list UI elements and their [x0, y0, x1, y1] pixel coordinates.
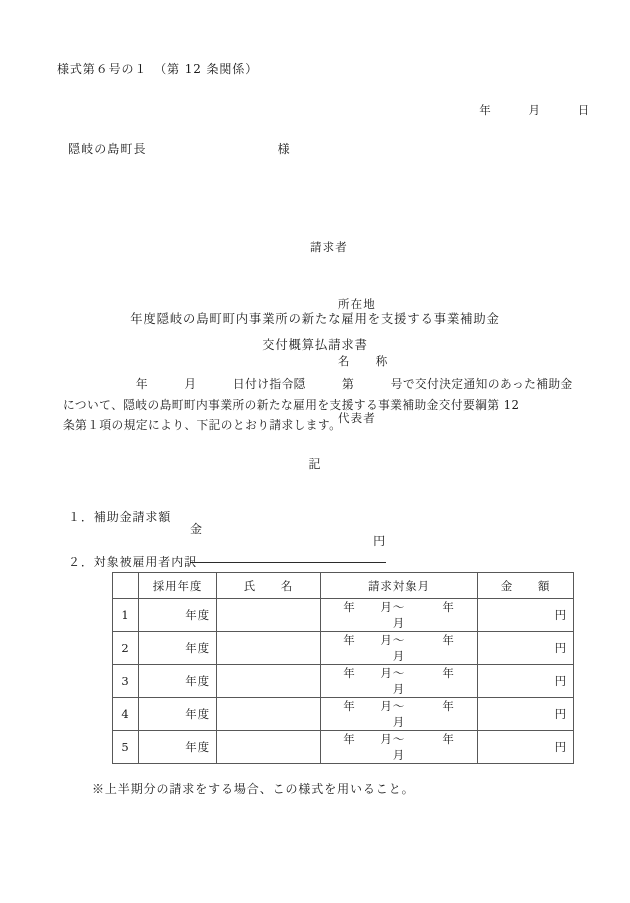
cell-month[interactable]: 年 月〜 年 月: [321, 731, 478, 764]
cell-amount[interactable]: 円: [478, 731, 574, 764]
form-number: 様式第６号の１ （第 12 条関係）: [57, 62, 259, 76]
cell-no: 2: [113, 632, 139, 665]
ki-mark: 記: [308, 457, 322, 471]
header-amount: 金 額: [478, 573, 574, 599]
body-line-3: 条第１項の規定により、下記のとおり請求します。: [63, 418, 342, 432]
body-line-2: について、隠岐の島町町内事業所の新たな雇用を支援する事業補助金交付要綱第 12: [63, 397, 520, 412]
cell-no: 5: [113, 731, 139, 764]
item-2-label: ２．対象被雇用者内訳: [68, 555, 198, 569]
cell-name[interactable]: [217, 731, 321, 764]
cell-amount[interactable]: 円: [478, 665, 574, 698]
amount-prefix: 金: [190, 522, 203, 536]
table-row: [113, 698, 574, 731]
table-head: [113, 573, 574, 599]
cell-no: 4: [113, 698, 139, 731]
cell-year[interactable]: 年度: [139, 599, 217, 632]
cell-year[interactable]: 年度: [139, 632, 217, 665]
cell-amount[interactable]: 円: [478, 632, 574, 665]
cell-year[interactable]: 年度: [139, 665, 217, 698]
header-no: [113, 573, 139, 599]
cell-year[interactable]: 年度: [139, 731, 217, 764]
table-body: [113, 599, 574, 764]
item-1-amount-field[interactable]: [190, 511, 386, 563]
cell-year[interactable]: 年度: [139, 698, 217, 731]
item-1-label: １．補助金請求額: [68, 510, 172, 524]
cell-month[interactable]: 年 月〜 年 月: [321, 632, 478, 665]
cell-month[interactable]: 年 月〜 年 月: [321, 698, 478, 731]
table-row: [113, 632, 574, 665]
body-paragraph: [63, 374, 573, 436]
cell-amount[interactable]: 円: [478, 698, 574, 731]
addressee-line: 隠岐の島町長 様: [68, 142, 291, 156]
amount-unit: 円: [373, 534, 386, 548]
footer-note: ※上半期分の請求をする場合、この様式を用いること。: [92, 782, 415, 796]
requester-name-label: 名 称: [338, 354, 389, 368]
breakdown-table-wrap: [112, 572, 574, 764]
cell-no: 3: [113, 665, 139, 698]
table-row: [113, 731, 574, 764]
requester-heading: 請求者: [310, 240, 348, 254]
table-row: [113, 665, 574, 698]
breakdown-table: [112, 572, 574, 764]
requester-representative-label: 代表者: [338, 411, 376, 425]
cell-name[interactable]: [217, 632, 321, 665]
header-month: 請求対象月: [321, 573, 478, 599]
document-title-line-2: 交付概算払請求書: [262, 338, 368, 352]
cell-name[interactable]: [217, 599, 321, 632]
header-name: 氏 名: [217, 573, 321, 599]
table-row: [113, 599, 574, 632]
cell-name[interactable]: [217, 698, 321, 731]
cell-month[interactable]: 年 月〜 年 月: [321, 599, 478, 632]
header-year: 採用年度: [139, 573, 217, 599]
date-line: 年 月 日: [479, 103, 590, 117]
document-title-line-1: 年度隠岐の島町町内事業所の新たな雇用を支援する事業補助金: [130, 312, 500, 326]
cell-name[interactable]: [217, 665, 321, 698]
table-header-row: [113, 573, 574, 599]
cell-month[interactable]: 年 月〜 年 月: [321, 665, 478, 698]
body-line-1: 年 月 日付け指令隠 第 号で交付決定通知のあった補助金: [63, 377, 573, 391]
cell-amount[interactable]: 円: [478, 599, 574, 632]
cell-no: 1: [113, 599, 139, 632]
requester-address-label: 所在地: [338, 297, 376, 311]
